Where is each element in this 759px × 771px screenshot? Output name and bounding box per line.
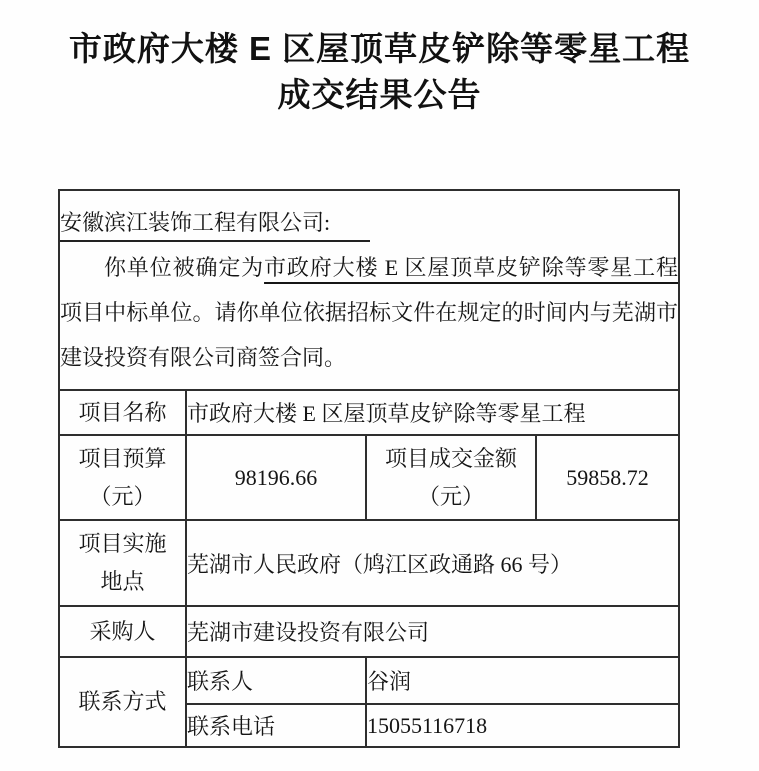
- purchaser-value-cell: 芜湖市建设投资有限公司: [186, 606, 679, 657]
- announcement-table: [58, 189, 680, 748]
- deal-amount-value-cell: 59858.72: [536, 435, 679, 520]
- location-value-cell: 芜湖市人民政府（鸠江区政通路 66 号）: [186, 520, 679, 606]
- letter-cell: [59, 190, 679, 390]
- letter-project-name-underlined: 市政府大楼 E 区屋顶草皮铲除等零星工程: [264, 255, 679, 280]
- contact-person-value-cell: 谷润: [366, 657, 679, 704]
- contact-phone-label-cell: 联系电话: [186, 704, 366, 747]
- letter-body-post: 项目中标单位。请你单位依据招标文件在规定的时间内与芜湖市建设投资有限公司商签合同。: [60, 300, 679, 370]
- purchaser-label-cell: 采购人: [59, 606, 186, 657]
- deal-amount-label-cell: [366, 435, 536, 520]
- budget-row: [59, 435, 679, 520]
- location-label-line-1: 项目实施: [78, 531, 167, 556]
- page-title: [0, 26, 759, 118]
- budget-value-cell: 98196.66: [186, 435, 366, 520]
- letter-row: [59, 190, 679, 390]
- location-row: [59, 520, 679, 606]
- letter-salutation-line: [60, 200, 678, 245]
- deal-amount-label-line-1: 项目成交金额: [384, 445, 517, 471]
- project-name-label-cell: 项目名称: [59, 390, 186, 435]
- page-title-line-2: 成交结果公告: [277, 76, 482, 113]
- location-label-line-2: 地点: [100, 569, 145, 594]
- page-title-line-1: 市政府大楼 E 区屋顶草皮铲除等零星工程: [68, 30, 691, 67]
- contact-method-label-cell: 联系方式: [59, 657, 186, 747]
- purchaser-row: [59, 606, 679, 657]
- budget-label-cell: [59, 435, 186, 520]
- project-name-value-cell: 市政府大楼 E 区屋顶草皮铲除等零星工程: [186, 390, 679, 435]
- contact-phone-value-cell: 15055116718: [366, 704, 679, 747]
- contact-person-label-cell: 联系人: [186, 657, 366, 704]
- letter-salutation: 安徽滨江装饰工程有限公司:: [60, 206, 370, 242]
- deal-amount-label-line-2: （元）: [417, 483, 484, 509]
- budget-label-line-1: 项目预算: [78, 445, 167, 471]
- project-name-row: [59, 390, 679, 435]
- location-label-cell: [59, 520, 186, 606]
- contact-person-row: [59, 657, 679, 704]
- letter-body-pre: 你单位被确定为: [104, 255, 265, 280]
- letter-body: [60, 245, 678, 380]
- budget-label-line-2: （元）: [89, 483, 156, 509]
